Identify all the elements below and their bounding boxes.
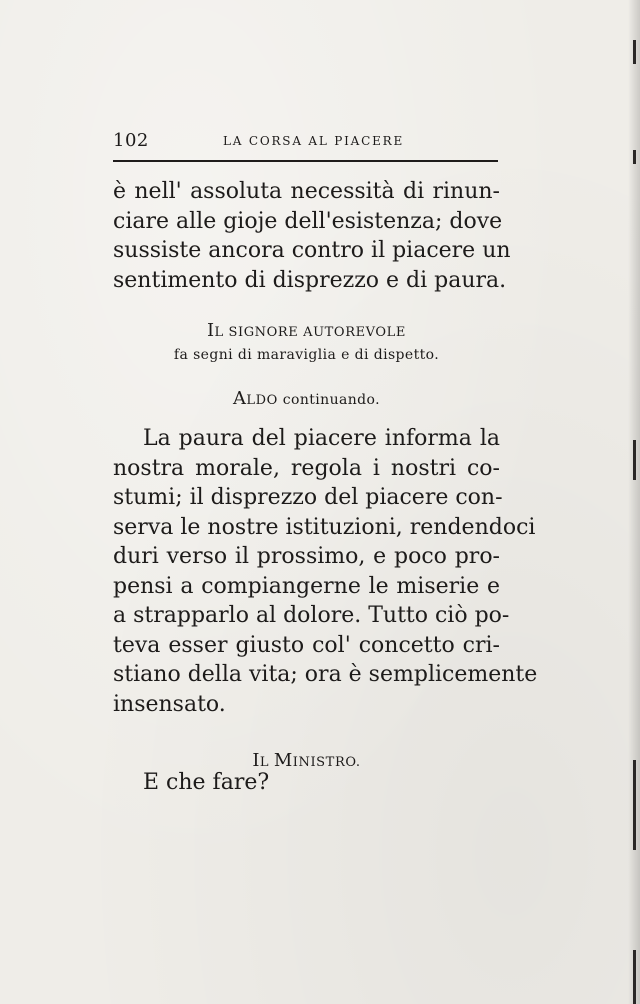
edge-mark: [633, 760, 636, 850]
speaker-initial: M: [273, 750, 293, 771]
text-line: La paura del piacere informa la: [143, 426, 500, 451]
edge-mark: [633, 40, 636, 64]
text-line: ciare alle gioje dell'esistenza; dove: [113, 208, 503, 234]
speech-aldo: [113, 424, 538, 719]
text-line: teva esser giusto col' concetto cri-: [113, 632, 500, 658]
text-line: insensato.: [113, 691, 226, 717]
edge-mark: [633, 150, 636, 164]
stage-direction-signore: [113, 320, 500, 366]
edge-mark: [633, 950, 636, 1004]
text-line: duri verso il prossimo, e poco pro-: [113, 544, 500, 569]
text-line: nostra morale, regola i nostri co-: [113, 455, 500, 481]
text-line: sentimento di disprezzo e di paura.: [113, 267, 507, 293]
speaker-initial: I: [252, 750, 260, 771]
text-line: stumi; il disprezzo del piacere con-: [113, 485, 503, 510]
text-line: è nell' assoluta necessità di rinun-: [113, 179, 500, 204]
stage-direction-aldo: [113, 388, 500, 412]
text-line: serva le nostre istituzioni, rendendoci: [113, 514, 536, 540]
stage-direction-text: fa segni di maraviglia e di dispetto.: [173, 347, 440, 363]
running-head: [113, 130, 498, 154]
edge-mark: [633, 440, 636, 480]
speech-ministro: [113, 768, 500, 798]
speaker-name: IL SIGNORE AUTOREVOLE: [206, 320, 407, 341]
header-rule: [113, 160, 498, 162]
paragraph-continuation: [113, 177, 511, 295]
speaker-name-part: INISTRO.: [292, 755, 361, 770]
speaker-name: LDO: [246, 393, 278, 408]
speaker-initial: A: [233, 388, 247, 409]
text-line: E che fare?: [143, 770, 270, 795]
text-line: a strapparlo al dolore. Tutto ciò po-: [113, 603, 510, 628]
text-line: pensi a compiangerne le miserie e: [113, 573, 500, 599]
running-title: LA CORSA AL PIACERE: [223, 134, 405, 148]
text-line: stiano della vita; ora è semplicemente: [113, 662, 538, 687]
page-number: 102: [113, 130, 149, 151]
text-line: sussiste ancora contro il piacere un: [113, 238, 511, 263]
stage-direction-text: continuando.: [277, 392, 380, 408]
speaker-name-part: L: [259, 755, 274, 770]
